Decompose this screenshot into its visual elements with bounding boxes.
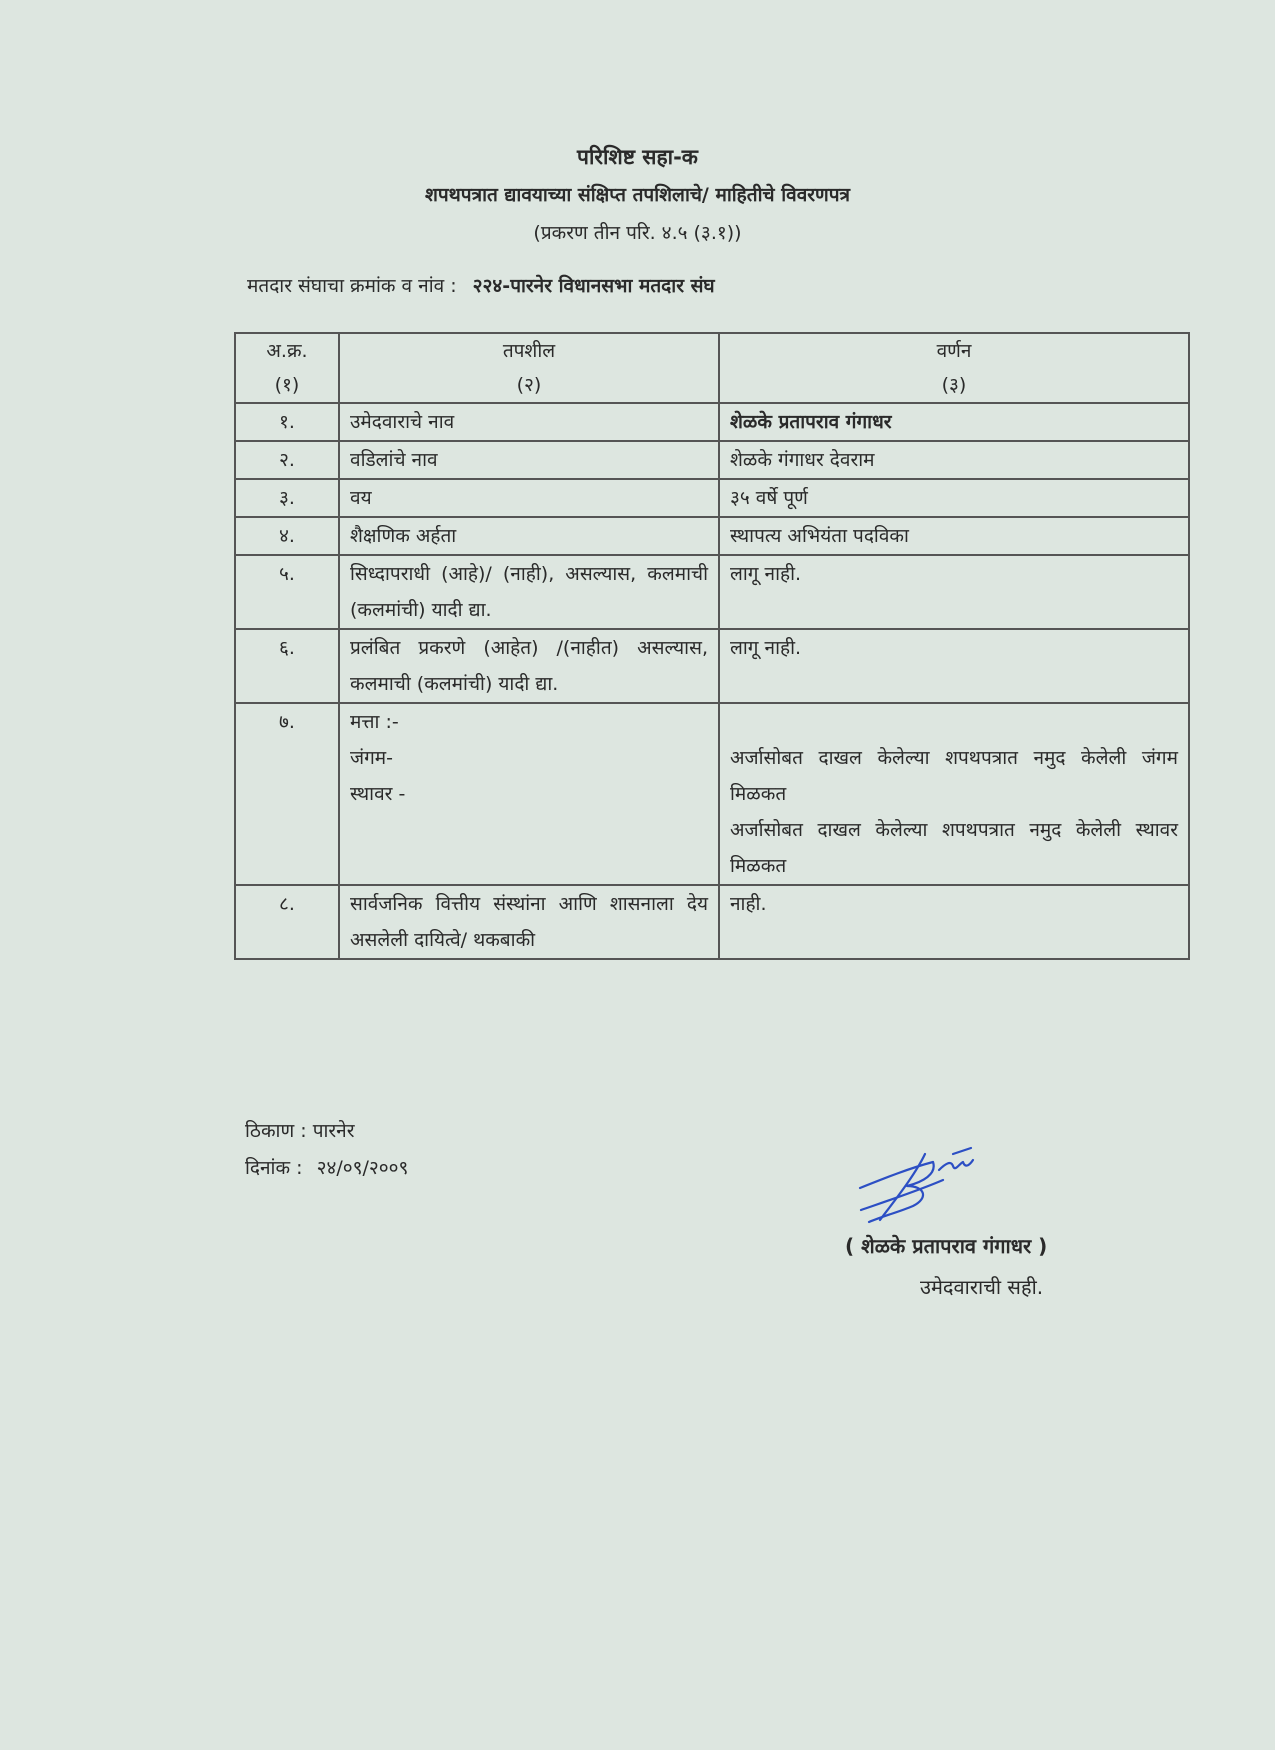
table-row — [235, 441, 1189, 479]
signature-scribble-icon — [855, 1140, 1005, 1240]
details-table — [234, 332, 1190, 960]
place-line: ठिकाण : पारनेर — [245, 1120, 355, 1142]
row-serial: ६. — [235, 629, 339, 703]
row-description: लागू नाही. — [719, 629, 1189, 703]
date-label: दिनांक : — [245, 1157, 303, 1179]
row-description: ३५ वर्षे पूर्ण — [719, 479, 1189, 517]
row-detail: शैक्षणिक अर्हता — [339, 517, 719, 555]
signatory-name: ( शेळके प्रतापराव गंगाधर ) — [845, 1234, 1048, 1258]
row-description: स्थापत्य अभियंता पदविका — [719, 517, 1189, 555]
row-detail: वडिलांचे नाव — [339, 441, 719, 479]
constituency-value: २२४-पारनेर विधानसभा मतदार संघ — [472, 275, 715, 297]
document-reference: (प्रकरण तीन परि. ४.५ (३.१)) — [533, 222, 742, 244]
date-value: २४/०९/२००९ — [316, 1157, 409, 1179]
header-serial — [235, 333, 339, 403]
table-row — [235, 479, 1189, 517]
row-detail: प्रलंबित प्रकरणे (आहेत) /(नाहीत) असल्यास, कलमाची (कलमांची) यादी द्या. — [339, 629, 719, 703]
row-detail: वय — [339, 479, 719, 517]
constituency-label: मतदार संघाचा क्रमांक व नांव : — [247, 275, 457, 297]
row-serial: २. — [235, 441, 339, 479]
table-header-row — [235, 333, 1189, 403]
row-description: शेळके प्रतापराव गंगाधर — [719, 403, 1189, 441]
header-detail-title: तपशील — [502, 340, 556, 362]
row-serial: ३. — [235, 479, 339, 517]
signature-caption: उमेदवाराची सही. — [920, 1275, 1044, 1299]
row-description: लागू नाही. — [719, 555, 1189, 629]
table-row — [235, 629, 1189, 703]
assets-movable-label: जंगम- — [350, 747, 394, 769]
assets-heading: मत्ता :- — [350, 711, 399, 733]
assets-immovable-label: स्थावर - — [350, 783, 406, 805]
row-description: नाही. — [719, 885, 1189, 959]
header-serial-title: अ.क्र. — [266, 340, 308, 362]
header-description — [719, 333, 1189, 403]
row-description — [719, 703, 1189, 885]
row-serial: ५. — [235, 555, 339, 629]
constituency-line — [247, 272, 715, 298]
table-row — [235, 517, 1189, 555]
row-detail — [339, 703, 719, 885]
header-description-num: (३) — [941, 374, 967, 396]
row-serial: ४. — [235, 517, 339, 555]
row-serial: ७. — [235, 703, 339, 885]
table-row — [235, 703, 1189, 885]
assets-movable-desc: अर्जासोबत दाखल केलेल्या शपथपत्रात नमुद केलेली जंगम मिळकत — [730, 747, 1178, 805]
row-serial: १. — [235, 403, 339, 441]
table-row — [235, 885, 1189, 959]
table-row — [235, 403, 1189, 441]
document-subtitle: शपथपत्रात द्यावयाच्या संक्षिप्त तपशिलाचे/ माहितीचे विवरणपत्र — [424, 184, 851, 206]
document-title: परिशिष्ट सहा-क — [577, 145, 698, 169]
row-detail: सिध्दापराधी (आहे)/ (नाही), असल्यास, कलमाची (कलमांची) यादी द्या. — [339, 555, 719, 629]
row-serial: ८. — [235, 885, 339, 959]
row-description: शेळके गंगाधर देवराम — [719, 441, 1189, 479]
header-serial-num: (१) — [274, 374, 300, 396]
row-detail: उमेदवाराचे नाव — [339, 403, 719, 441]
assets-immovable-desc: अर्जासोबत दाखल केलेल्या शपथपत्रात नमुद केलेली स्थावर मिळकत — [730, 819, 1178, 877]
header-detail-num: (२) — [516, 374, 542, 396]
date-line — [245, 1154, 408, 1180]
header-detail — [339, 333, 719, 403]
row-detail: सार्वजनिक वित्तीय संस्थांना आणि शासनाला देय असलेली दायित्वे/ थकबाकी — [339, 885, 719, 959]
table-row — [235, 555, 1189, 629]
header-description-title: वर्णन — [936, 340, 972, 362]
